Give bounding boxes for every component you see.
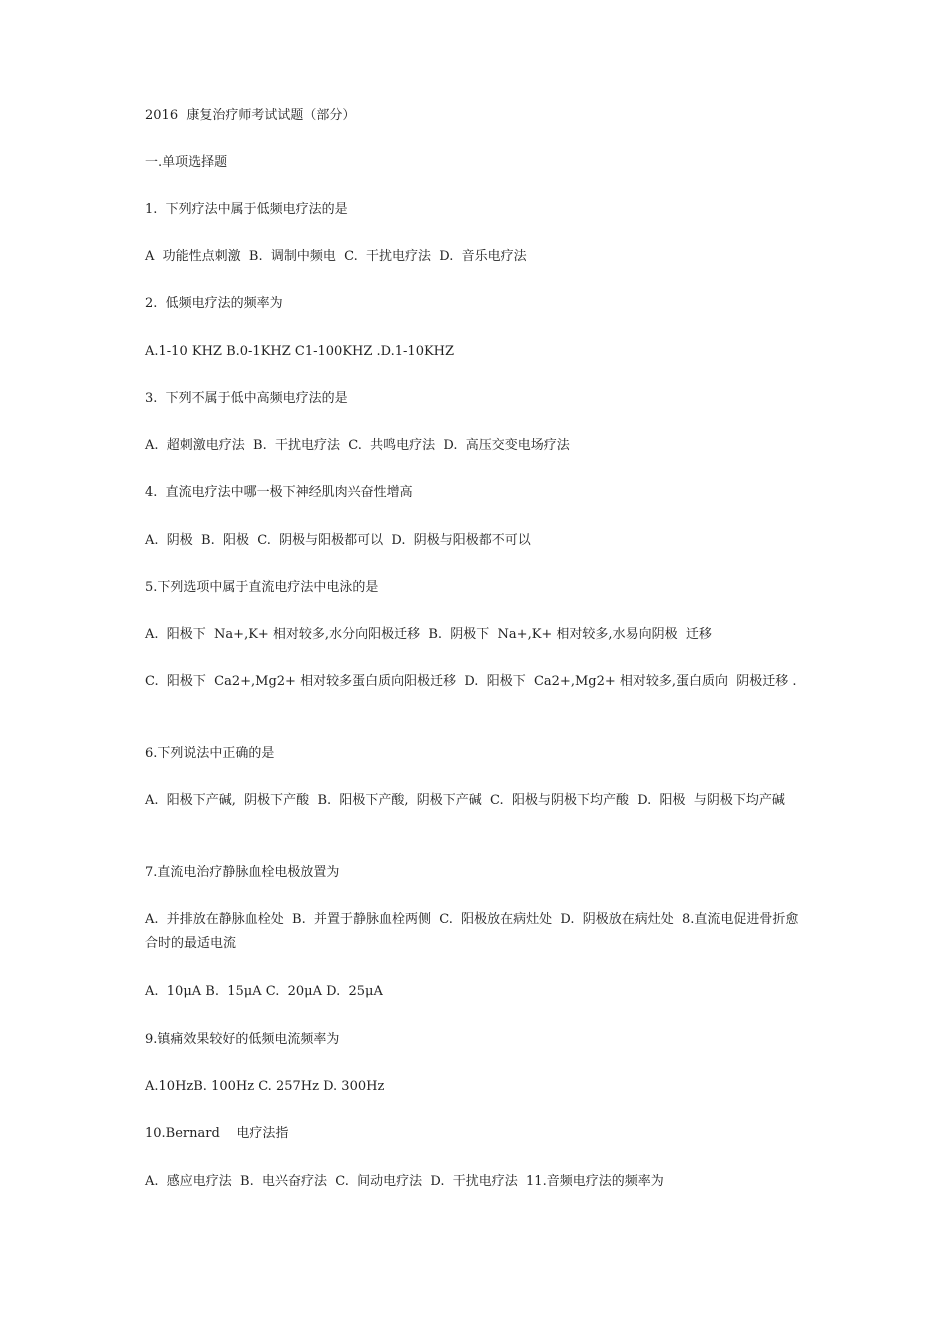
- question-stem-9: 9.镇痛效果较好的低频电流频率为: [145, 1032, 340, 1047]
- question-stem-2: 2. 低频电疗法的频率为: [145, 296, 283, 311]
- question-options-5b: C. 阳极下 Ca2+,Mg2+ 相对较多蛋白质向阳极迁移 D. 阳极下 Ca2+,Mg2+ 相对较多,蛋白质向 阴极迁移 .: [145, 674, 797, 689]
- question-options-9: A.10HzB. 100Hz C. 257Hz D. 300Hz: [145, 1079, 385, 1094]
- question-options-1: A 功能性点刺激 B. 调制中频电 C. 干扰电疗法 D. 音乐电疗法: [145, 249, 527, 264]
- question-options-2: A.1-10 KHZ B.0-1KHZ C1-100KHZ .D.1-10KHZ: [145, 344, 455, 359]
- question-options-10: A. 感应电疗法 B. 电兴奋疗法 C. 间动电疗法 D. 干扰电疗法 11.音频电疗法的频率为: [145, 1174, 664, 1189]
- question-stem-6: 6.下列说法中正确的是: [145, 746, 275, 761]
- question-options-6: A. 阳极下产碱, 阴极下产酸 B. 阳极下产酸, 阴极下产碱 C. 阳极与阴极下均产酸 D. 阳极 与阴极下均产碱: [145, 793, 785, 808]
- question-stem-7: 7.直流电治疗静脉血栓电极放置为: [145, 865, 340, 880]
- question-stem-4: 4. 直流电疗法中哪一极下神经肌肉兴奋性增高: [145, 485, 413, 500]
- section-title: 一.单项选择题: [145, 155, 228, 170]
- question-options-4: A. 阴极 B. 阳极 C. 阴极与阳极都可以 D. 阴极与阳极都不可以: [145, 533, 531, 548]
- question-options-8: A. 10μA B. 15μA C. 20μA D. 25μA: [145, 984, 383, 999]
- question-stem-5: 5.下列选项中属于直流电疗法中电泳的是: [145, 580, 379, 595]
- question-stem-1: 1. 下列疗法中属于低频电疗法的是: [145, 202, 348, 217]
- document-title: 2016 康复治疗师考试试题（部分）: [145, 108, 356, 123]
- question-stem-10: 10.Bernard 电疗法指: [145, 1126, 289, 1141]
- question-stem-3: 3. 下列不属于低中高频电疗法的是: [145, 391, 348, 406]
- question-options-5a: A. 阳极下 Na+,K+ 相对较多,水分向阳极迁移 B. 阴极下 Na+,K+ 相对较多,水易向阴极 迁移: [145, 627, 712, 642]
- question-options-3: A. 超刺激电疗法 B. 干扰电疗法 C. 共鸣电疗法 D. 高压交变电场疗法: [145, 438, 570, 453]
- question-options-7: A. 并排放在静脉血栓处 B. 并置于静脉血栓两侧 C. 阳极放在病灶处 D. 阴极放在病灶处 8.直流电促进骨折愈合时的最适电流: [145, 912, 799, 951]
